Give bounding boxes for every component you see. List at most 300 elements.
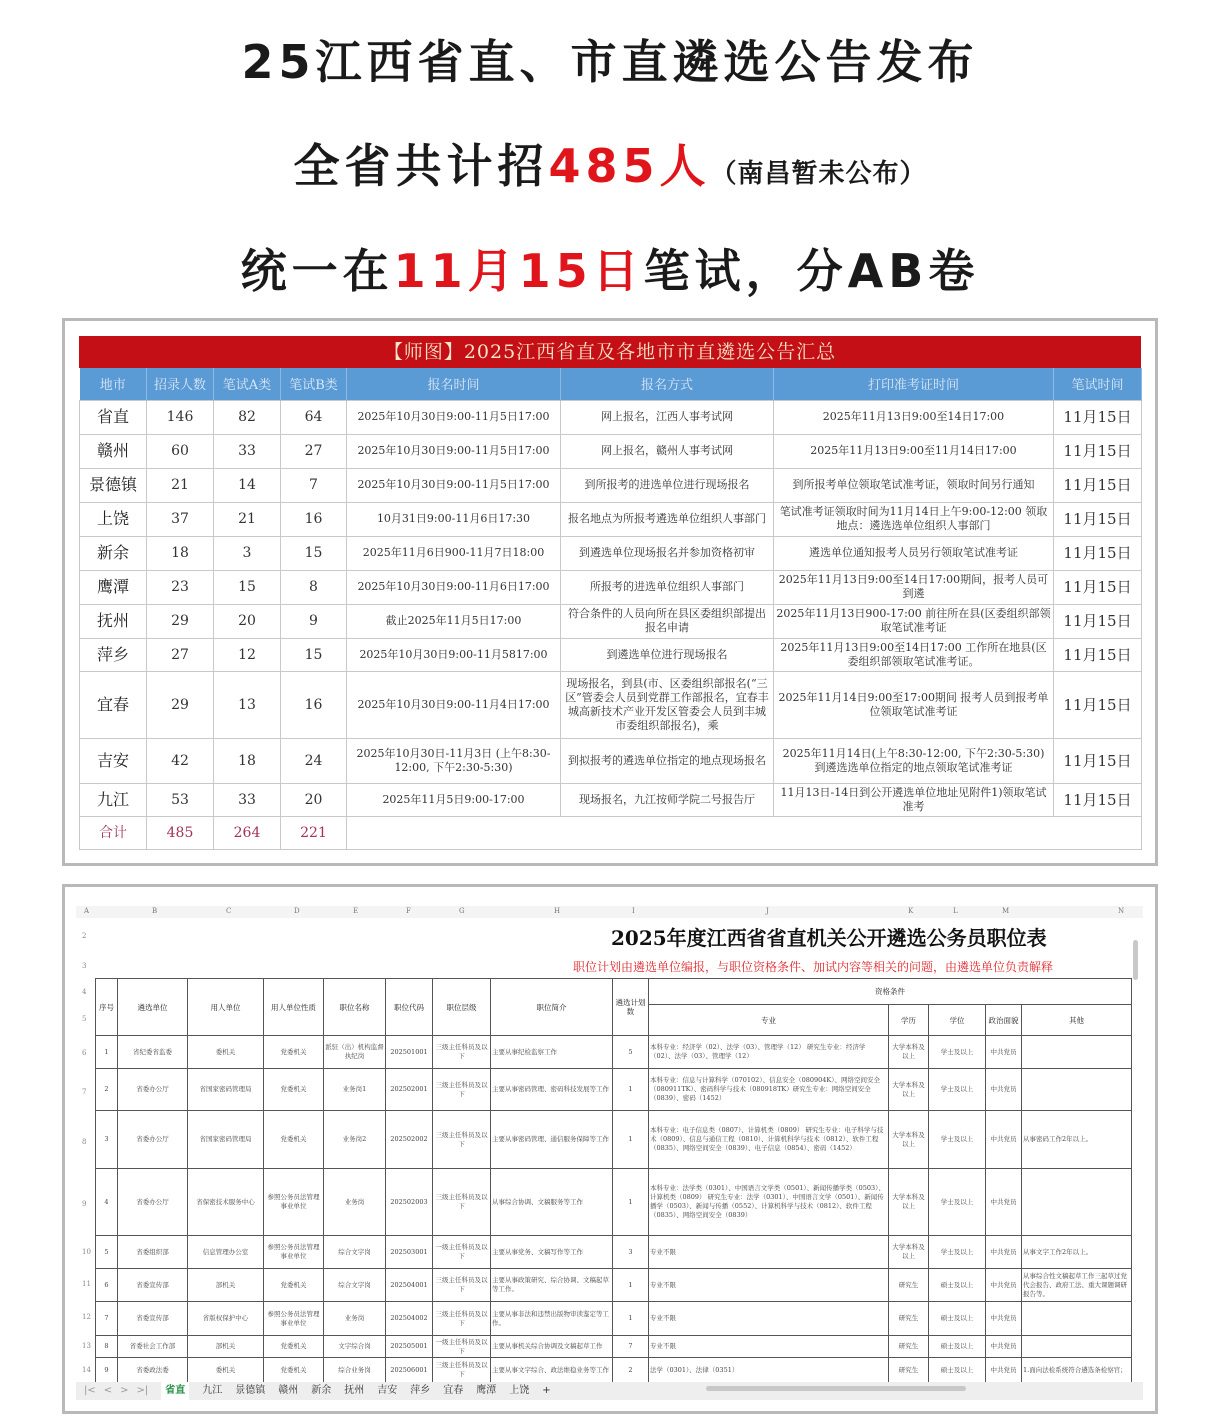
summary-cell: 2025年10月30日9:00-11月5日17:00 [347,434,561,468]
table-cell[interactable]: 5 [613,1036,649,1069]
sheet-nav-button[interactable]: < [103,1385,113,1396]
table-cell[interactable]: 研究生 [889,1336,929,1358]
vertical-scrollbar[interactable] [1133,940,1138,980]
summary-row [80,400,1142,434]
table-cell[interactable]: 3 [96,1111,118,1169]
table-cell[interactable]: 三级主任科员及以下 [433,1111,491,1169]
table-cell[interactable]: 大学本科及以上 [889,1111,929,1169]
table-cell[interactable]: 2 [613,1358,649,1383]
column-letter[interactable]: F [406,907,411,915]
table-cell[interactable]: 从事文字工作2年以上。 [1022,1236,1132,1269]
summary-cell: 37 [147,502,214,536]
add-sheet-button[interactable]: + [542,1385,551,1396]
summary-cell: 上饶 [80,502,147,536]
table-cell[interactable]: 三级主任科员及以下 [433,1069,491,1111]
table-cell[interactable]: 主要从事党务、文稿写作等工作 [491,1236,613,1269]
headline-2 [0,130,1220,196]
summary-table [79,368,1142,850]
column-letter[interactable]: D [294,907,300,915]
summary-cell: 所报考的进选单位组织人事部门 [561,570,774,604]
table-cell[interactable]: 从事综合性文稿起草工作三起草过党代会报告、政府工法、重大课题调研报告等。 [1022,1269,1132,1302]
table-cell[interactable]: 三级主任科员及以下 [433,1269,491,1302]
table-cell[interactable]: 学士及以上 [929,1111,986,1169]
table-cell[interactable]: 硕士及以上 [929,1269,986,1302]
summary-cell: 20 [281,783,347,816]
summary-cell: 现场报名，九江按师学院二号报告厅 [561,783,774,816]
summary-cell: 15 [281,536,347,570]
column-header[interactable]: 学历 [889,1005,929,1036]
table-cell[interactable]: 研究生 [889,1269,929,1302]
summary-cell: 29 [147,671,214,738]
table-cell[interactable]: 大学本科及以上 [889,1236,929,1269]
table-cell[interactable]: 7 [96,1302,118,1336]
table-cell[interactable]: 省委宣传部 [118,1269,188,1302]
column-header[interactable]: 遴选单位 [118,979,188,1036]
table-cell[interactable]: 业务岗2 [324,1111,386,1169]
table-cell[interactable] [1022,1302,1132,1336]
row-number[interactable]: 9 [82,1200,87,1208]
row-number[interactable]: 11 [82,1280,91,1288]
table-cell[interactable]: 1 [96,1036,118,1069]
table-cell[interactable]: 主要从事文字综合、政法维稳业务等工作 [491,1358,613,1383]
table-cell[interactable]: 中共党员 [986,1069,1022,1111]
table-cell[interactable]: 党委机关 [264,1269,324,1302]
table-row [96,1336,1132,1358]
summary-header-cell: 笔试时间 [1054,368,1142,400]
table-cell[interactable]: 大学本科及以上 [889,1169,929,1236]
table-cell[interactable]: 一级主任科员及以下 [433,1336,491,1358]
table-cell[interactable]: 主要从事非法和违禁出版物审读鉴定等工作。 [491,1302,613,1336]
table-cell[interactable]: 202506001 [386,1358,433,1383]
summary-cell: 2025年10月30日9:00-11月6日17:00 [347,570,561,604]
table-row [96,1302,1132,1336]
sheet-tab-bar [76,1382,1143,1400]
row-number[interactable]: 3 [82,962,87,970]
column-header[interactable]: 职位代码 [386,979,433,1036]
qualification-group-header: 资格条件 [649,979,1132,1005]
table-cell[interactable]: 6 [96,1269,118,1302]
table-row [96,1269,1132,1302]
table-cell[interactable]: 中共党员 [986,1358,1022,1383]
table-cell[interactable]: 部机关 [188,1336,264,1358]
column-letter[interactable]: J [766,907,769,915]
positions-table [95,978,1132,1383]
headline-1-text: 25江西省直、市直遴选公告发布 [241,35,979,89]
column-letters [76,906,1143,918]
summary-row [80,570,1142,604]
summary-cell: 11月15日 [1054,738,1142,783]
table-cell[interactable]: 省委宣传部 [118,1302,188,1336]
table-cell[interactable]: 主要从事纪检监察工作 [491,1036,613,1069]
table-cell[interactable]: 1.面向法检系统符合遴选条检察官； [1022,1358,1132,1383]
table-cell[interactable]: 中共党员 [986,1236,1022,1269]
column-letter[interactable]: A [84,907,90,915]
table-cell[interactable]: 大学本科及以上 [889,1069,929,1111]
table-cell[interactable] [1022,1036,1132,1069]
headline-1 [0,26,1220,92]
summary-cell: 13 [214,671,281,738]
column-letter[interactable]: N [1118,907,1125,915]
sheet-tab[interactable]: 新余 [311,1385,332,1396]
sheet-tab[interactable]: 萍乡 [410,1385,431,1396]
table-cell[interactable]: 省国家密码管理局 [188,1111,264,1169]
column-header[interactable]: 职位名称 [324,979,386,1036]
row-number[interactable]: 14 [82,1366,91,1374]
sheet-nav-button[interactable]: > [120,1385,129,1396]
table-cell[interactable]: 从事综合协调、文稿服务等工作 [491,1169,613,1236]
summary-cell: 2025年10月30日-11月3日 (上午8:30-12:00, 下午2:30-5:30) [347,738,561,783]
table-cell[interactable]: 硕士及以上 [929,1302,986,1336]
table-cell[interactable]: 202502003 [386,1169,433,1236]
sheet-tab[interactable]: 鹰潭 [476,1385,497,1396]
table-cell[interactable]: 省委办公厅 [118,1069,188,1111]
table-cell[interactable]: 党委机关 [264,1036,324,1069]
summary-cell: 11月15日 [1054,671,1142,738]
header-row [96,979,1132,1005]
headline-3 [0,235,1220,301]
table-cell[interactable]: 学士及以上 [929,1236,986,1269]
table-cell[interactable]: 学士及以上 [929,1069,986,1111]
table-cell[interactable]: 委机关 [188,1036,264,1069]
table-cell[interactable]: 三级主任科员及以下 [433,1169,491,1236]
summary-cell: 15 [281,638,347,671]
table-cell[interactable]: 省委办公厅 [118,1169,188,1236]
column-letter[interactable]: E [353,907,359,915]
table-cell[interactable]: 3 [613,1236,649,1269]
column-header[interactable]: 序号 [96,979,118,1036]
table-cell[interactable]: 省保密技术服务中心 [188,1169,264,1236]
summary-cell: 42 [147,738,214,783]
row-number[interactable]: 8 [82,1138,87,1146]
table-cell[interactable]: 专业不限 [649,1336,889,1358]
table-cell[interactable]: 省版权保护中心 [188,1302,264,1336]
table-cell[interactable]: 法学（0301）、法律（0351） [649,1358,889,1383]
table-cell[interactable] [1022,1336,1132,1358]
table-cell[interactable]: 202504001 [386,1269,433,1302]
table-cell[interactable]: 部机关 [188,1269,264,1302]
summary-row [80,502,1142,536]
sheet-tab[interactable]: 上饶 [509,1385,530,1396]
sheet-tab[interactable]: 吉安 [377,1385,398,1396]
summary-cell: 15 [214,570,281,604]
summary-cell: 11月15日 [1054,468,1142,502]
summary-cell: 2025年11月13日9:00至14日17:00期间，报考人员可到遴 [774,570,1054,604]
table-row [96,1069,1132,1111]
summary-total-cell: 264 [214,816,281,849]
summary-cell: 33 [214,434,281,468]
table-cell[interactable]: 1 [613,1111,649,1169]
summary-cell: 21 [214,502,281,536]
summary-cell: 53 [147,783,214,816]
headline-3-prefix: 统一在 [240,244,394,298]
table-cell[interactable]: 综合业务岗 [324,1358,386,1383]
table-cell[interactable]: 中共党员 [986,1111,1022,1169]
column-header[interactable]: 专业 [649,1005,889,1036]
table-cell[interactable]: 硕士及以上 [929,1358,986,1383]
summary-cell: 11月15日 [1054,570,1142,604]
summary-header-row [80,368,1142,400]
headline-2-note: （南昌暂未公布） [710,159,927,189]
table-cell[interactable]: 参照公务员法管理事业单位 [264,1169,324,1236]
summary-cell: 11月15日 [1054,400,1142,434]
table-cell[interactable]: 1 [613,1169,649,1236]
summary-cell: 网上报名，赣州人事考试网 [561,434,774,468]
table-cell[interactable]: 综合文字岗 [324,1236,386,1269]
summary-cell: 18 [214,738,281,783]
row-number[interactable]: 2 [82,932,87,940]
table-cell[interactable]: 202501001 [386,1036,433,1069]
summary-header-cell: 报名方式 [561,368,774,400]
summary-cell: 抚州 [80,604,147,638]
sheet-tab[interactable]: 赣州 [278,1385,299,1396]
summary-cell: 2025年11月13日9:00至11月14日17:00 [774,434,1054,468]
column-header[interactable]: 其他 [1022,1005,1132,1036]
table-cell[interactable]: 主要从事密码管理、通信服务保障等工作 [491,1111,613,1169]
column-header[interactable]: 遴选计划数 [613,979,649,1036]
column-header[interactable]: 职位层级 [433,979,491,1036]
summary-cell: 2025年10月30日9:00-11月4日17:00 [347,671,561,738]
headline-2-prefix: 全省共计招 [293,139,549,193]
summary-header-cell: 笔试A类 [214,368,281,400]
table-cell[interactable]: 1 [613,1269,649,1302]
table-cell[interactable]: 研究生 [889,1302,929,1336]
table-cell[interactable]: 省委社会工作部 [118,1336,188,1358]
column-letter[interactable]: B [152,907,158,915]
table-cell[interactable] [1022,1069,1132,1111]
summary-cell: 27 [147,638,214,671]
column-letter[interactable]: M [1002,907,1010,915]
table-cell[interactable]: 202503001 [386,1236,433,1269]
table-cell[interactable]: 业务岗 [324,1302,386,1336]
summary-cell: 现场报名，到县(市、区委组织部报名(“三区”管委会人员到党群工作部报名，宜春丰城高新技术产业开发区管委会人员到丰城市委组织部报名)，乘 [561,671,774,738]
summary-cell: 到遴选单位现场报名并参加资格初审 [561,536,774,570]
summary-row [80,604,1142,638]
summary-cell: 省直 [80,400,147,434]
table-cell[interactable]: 委机关 [188,1358,264,1383]
summary-cell: 12 [214,638,281,671]
sheet-tab[interactable]: 宜春 [443,1385,464,1396]
summary-cell: 2025年10月30日9:00-11月5817:00 [347,638,561,671]
table-cell[interactable]: 1 [613,1302,649,1336]
summary-header-cell: 报名时间 [347,368,561,400]
summary-cell: 9 [281,604,347,638]
sheet-tab[interactable]: 景德镇 [235,1385,266,1396]
table-cell[interactable]: 中共党员 [986,1036,1022,1069]
table-row [96,1236,1132,1269]
table-cell[interactable]: 党委机关 [264,1336,324,1358]
headline-3-suffix: 笔试，分AB卷 [643,244,980,298]
table-cell[interactable]: 三级主任科员及以下 [433,1302,491,1336]
summary-header-cell: 地市 [80,368,147,400]
table-cell[interactable]: 业务岗1 [324,1069,386,1111]
table-cell[interactable]: 参照公务员法管理事业单位 [264,1236,324,1269]
table-cell[interactable]: 研究生 [889,1358,929,1383]
table-cell[interactable]: 9 [96,1358,118,1383]
summary-cell: 新余 [80,536,147,570]
table-cell[interactable]: 中共党员 [986,1302,1022,1336]
horizontal-scrollbar[interactable] [706,1386,966,1391]
table-cell[interactable]: 参照公务员法管理事业单位 [264,1302,324,1336]
table-cell[interactable]: 本科专业：信息与计算科学（070102）、信息安全（080904K）、网络空间安全（080911TK）、密码科学与技术（080918TK）研究生专业：网络空间安全（0839）、密码（1452） [649,1069,889,1111]
table-cell[interactable]: 8 [96,1336,118,1358]
row-number[interactable]: 12 [82,1313,91,1321]
summary-table-title: 【师图】2025江西省直及各地市市直遴选公告汇总 [79,336,1141,368]
table-cell[interactable]: 5 [96,1236,118,1269]
summary-cell: 16 [281,502,347,536]
table-cell[interactable]: 4 [96,1169,118,1236]
sheet-nav-button[interactable]: >| [136,1385,149,1396]
summary-cell: 10月31日9:00-11月6日17:30 [347,502,561,536]
table-cell[interactable]: 三级主任科员及以下 [433,1036,491,1069]
table-cell[interactable]: 专业不限 [649,1302,889,1336]
table-cell[interactable]: 中共党员 [986,1336,1022,1358]
summary-cell: 符合条件的人员向所在县区委组织部提出报名申请 [561,604,774,638]
table-cell[interactable]: 专业不限 [649,1236,889,1269]
summary-cell: 到所报考的进选单位进行现场报名 [561,468,774,502]
summary-cell: 11月15日 [1054,434,1142,468]
sheet-tab[interactable]: 抚州 [344,1385,365,1396]
table-cell[interactable]: 省国家密码管理局 [188,1069,264,1111]
summary-cell: 截止2025年11月5日17:00 [347,604,561,638]
column-letter[interactable]: G [459,907,465,915]
table-cell[interactable]: 业务岗 [324,1169,386,1236]
column-header[interactable]: 用人单位性质 [264,979,324,1036]
summary-header-cell: 招录人数 [147,368,214,400]
table-cell[interactable]: 主要从事机关综合协调及文稿起草工作 [491,1336,613,1358]
total-recruits: 485人 [548,139,711,193]
table-cell[interactable]: 202502002 [386,1111,433,1169]
column-letter[interactable]: I [632,907,635,915]
summary-cell: 赣州 [80,434,147,468]
summary-table-container [79,336,1141,850]
table-cell[interactable]: 省纪委省监委 [118,1036,188,1069]
spreadsheet [76,900,1143,1400]
summary-cell: 11月15日 [1054,638,1142,671]
table-cell[interactable]: 硕士及以上 [929,1336,986,1358]
table-cell[interactable]: 学士及以上 [929,1036,986,1069]
table-cell[interactable]: 本科专业：电子信息类（0807）、计算机类（0809） 研究生专业：电子科学与技术（0809）、信息与通信工程（0810）、计算机科学与技术（0812）、软件工程（0835）、网络空间安全（0839）、电子信息（0854）、密码（1452） [649,1111,889,1169]
summary-cell: 3 [214,536,281,570]
table-cell[interactable]: 大学本科及以上 [889,1036,929,1069]
column-header[interactable]: 用人单位 [188,979,264,1036]
table-cell[interactable]: 党委机关 [264,1111,324,1169]
summary-cell: 2025年11月14日9:00至17:00期间 报考人员到报考单位领取笔试准考证 [774,671,1054,738]
table-cell[interactable]: 专业不限 [649,1269,889,1302]
column-letter[interactable]: L [953,907,958,915]
table-cell[interactable]: 省委组织部 [118,1236,188,1269]
summary-total-empty [347,816,1142,849]
table-cell[interactable]: 本科专业：经济学（02）、法学（03）、管理学（12） 研究生专业：经济学（02）、法学（03）、管理学（12） [649,1036,889,1069]
summary-cell: 吉安 [80,738,147,783]
table-row [96,1111,1132,1169]
table-cell[interactable]: 7 [613,1336,649,1358]
summary-header-cell: 打印准考证时间 [774,368,1054,400]
summary-cell: 2025年10月30日9:00-11月5日17:00 [347,400,561,434]
sheet-nav-button[interactable]: |< [84,1385,96,1396]
table-cell[interactable]: 党委机关 [264,1069,324,1111]
summary-cell: 14 [214,468,281,502]
table-cell[interactable]: 2 [96,1069,118,1111]
row-number[interactable]: 7 [82,1088,87,1096]
table-cell[interactable]: 省委办公厅 [118,1111,188,1169]
table-cell[interactable]: 三级主任科员及以下 [433,1358,491,1383]
table-cell[interactable]: 主要从事政策研究、综合协调、文稿起草等工作。 [491,1269,613,1302]
column-letter[interactable]: H [554,907,561,915]
table-cell[interactable]: 202502001 [386,1069,433,1111]
summary-cell: 146 [147,400,214,434]
summary-row [80,536,1142,570]
summary-total-row [80,816,1142,849]
column-letter[interactable]: C [226,907,232,915]
summary-cell: 23 [147,570,214,604]
summary-cell: 33 [214,783,281,816]
summary-cell: 18 [147,536,214,570]
summary-header-cell: 笔试B类 [281,368,347,400]
table-cell[interactable]: 中共党员 [986,1169,1022,1236]
column-header[interactable]: 学位 [929,1005,986,1036]
table-cell[interactable]: 学士及以上 [929,1169,986,1236]
summary-cell: 网上报名，江西人事考试网 [561,400,774,434]
summary-cell: 2025年10月30日9:00-11月5日17:00 [347,468,561,502]
summary-cell: 24 [281,738,347,783]
summary-row [80,671,1142,738]
summary-cell: 鹰潭 [80,570,147,604]
summary-row [80,468,1142,502]
summary-cell: 20 [214,604,281,638]
table-cell[interactable]: 202504002 [386,1302,433,1336]
column-letter[interactable]: K [908,907,914,915]
summary-row [80,738,1142,783]
table-cell[interactable]: 派驻（出）机构监督执纪岗 [324,1036,386,1069]
summary-cell: 29 [147,604,214,638]
table-cell[interactable] [1022,1169,1132,1236]
row-number[interactable]: 5 [82,1015,87,1023]
table-cell[interactable]: 文字综合岗 [324,1336,386,1358]
table-cell[interactable]: 信息管理办公室 [188,1236,264,1269]
table-cell[interactable]: 1 [613,1069,649,1111]
summary-cell: 2025年11月6日900-11月7日18:00 [347,536,561,570]
column-header[interactable]: 政治面貌 [986,1005,1022,1036]
summary-cell: 九江 [80,783,147,816]
summary-cell: 11月15日 [1054,536,1142,570]
summary-cell: 2025年11月14日(上午8:30-12:00, 下午2:30-5:30) 到遴选选单位指定的地点领取笔试准考证 [774,738,1054,783]
summary-cell: 2025年11月5日9:00-17:00 [347,783,561,816]
table-cell[interactable]: 一级主任科员及以下 [433,1236,491,1269]
summary-cell: 8 [281,570,347,604]
row-number[interactable]: 13 [82,1342,91,1350]
table-cell[interactable]: 202505001 [386,1336,433,1358]
table-cell[interactable]: 党委机关 [264,1358,324,1383]
summary-cell: 11月13日-14日到公开遴选单位地址见附件1)领取笔试准考 [774,783,1054,816]
table-cell[interactable]: 本科专业：法学类（0301）、中国语言文学类（0501）、新闻传播学类（0503）、计算机类（0809） 研究生专业：法学（0301）、中国语言文学（0501）、新闻传播学（0503）、新闻与传播（0552）、计算机科学与技术（0812）、软件工程（0835）、网络空间安全（0839） [649,1169,889,1236]
row-number[interactable]: 6 [82,1049,87,1057]
summary-cell: 60 [147,434,214,468]
table-cell[interactable]: 从事密码工作2年以上。 [1022,1111,1132,1169]
table-cell[interactable]: 主要从事密码管理、密码科技发展等工作 [491,1069,613,1111]
table-cell[interactable]: 省委政法委 [118,1358,188,1383]
sheet-tab[interactable]: 省直 [161,1382,189,1400]
table-cell[interactable]: 综合文字岗 [324,1269,386,1302]
sheet-tab[interactable]: 九江 [202,1385,223,1396]
table-cell[interactable]: 中共党员 [986,1269,1022,1302]
column-header[interactable]: 职位简介 [491,979,613,1036]
summary-cell: 27 [281,434,347,468]
summary-cell: 82 [214,400,281,434]
row-number[interactable]: 4 [82,988,87,996]
summary-total-cell: 合计 [80,816,147,849]
row-number[interactable]: 10 [82,1248,91,1256]
summary-cell: 报名地点为所报考遴选单位组织人事部门 [561,502,774,536]
